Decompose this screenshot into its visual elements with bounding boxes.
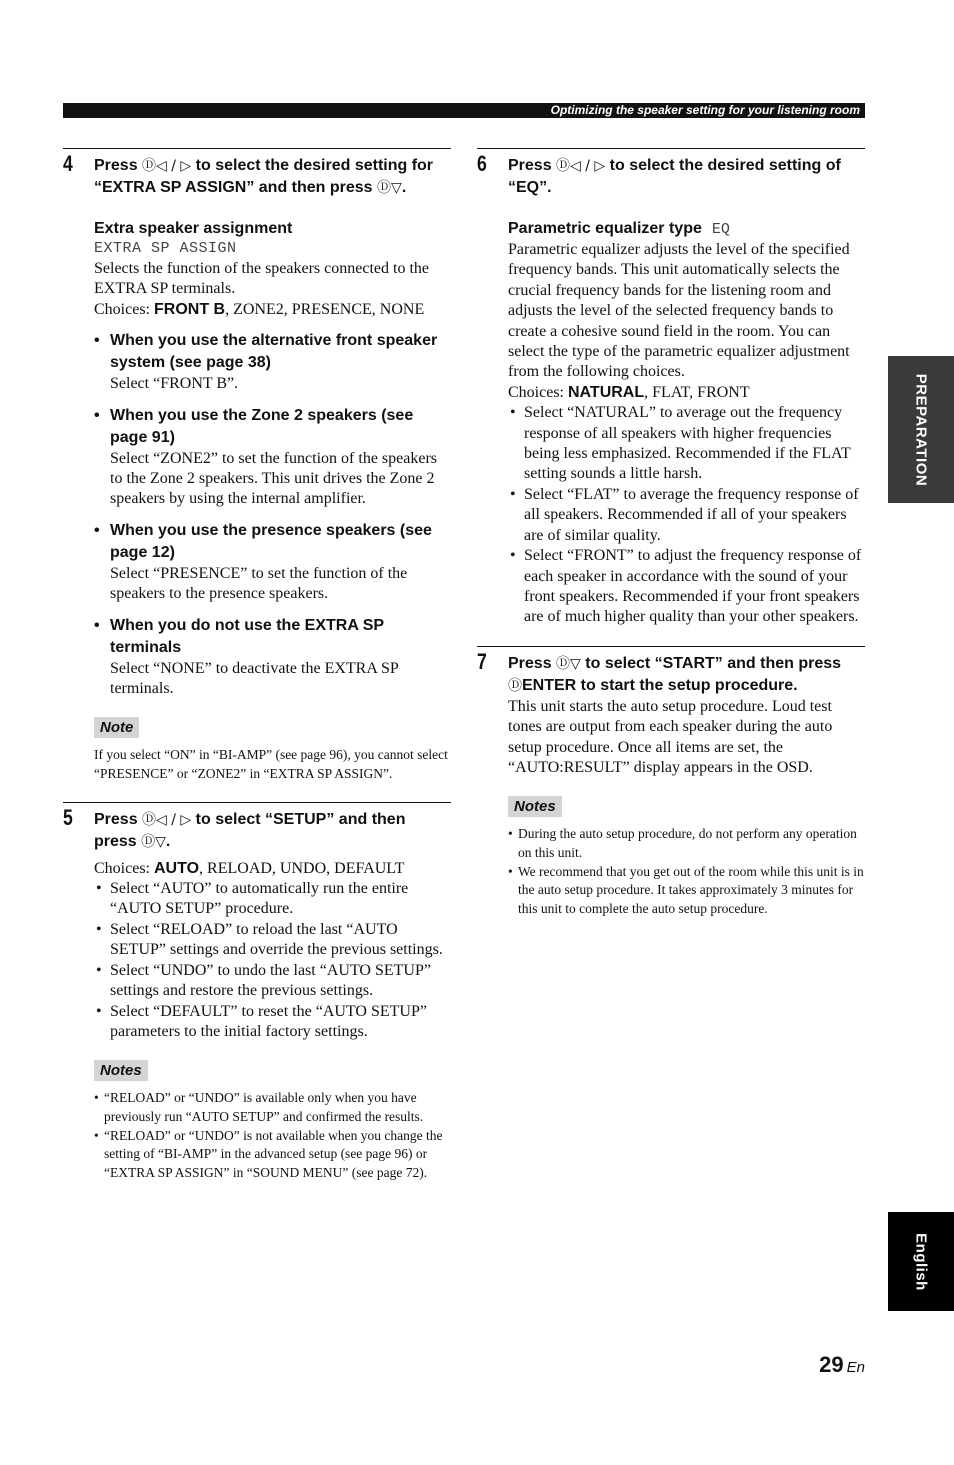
list-item: • Select “AUTO” to automatically run the entire “AUTO SETUP” procedure. — [94, 879, 451, 920]
d-button-icon: Ⓓ — [141, 833, 156, 850]
list-item: • Select “FRONT” to adjust the frequency response of each speaker in accordance with the sound of your front speakers. Recommended if your front speakers are of much higher quality than your other speakers. — [508, 546, 865, 628]
case-item: • When you use the presence speakers (see page 12) Select “PRESENCE” to set the function of the speakers to the presence speakers. — [94, 520, 451, 605]
left-right-arrows-icon: ◁ / ▷ — [156, 811, 192, 828]
d-button-icon: Ⓓ — [508, 677, 522, 694]
notes-list — [508, 825, 865, 918]
right-column — [477, 148, 865, 918]
down-arrow-icon: ▽ — [570, 655, 581, 672]
left-right-arrows-icon: ◁ / ▷ — [570, 158, 606, 174]
subhead: Parametric equalizer type EQ — [508, 220, 730, 238]
osd-label: EQ — [711, 221, 730, 238]
step-7 — [477, 646, 865, 919]
left-right-arrows-icon: ◁ / ▷ — [156, 158, 192, 174]
enter-button-label: ENTER — [522, 676, 577, 694]
step-number: 4 — [63, 151, 73, 176]
case-item: • When you use the alternative front speaker system (see page 38) Select “FRONT B”. — [94, 330, 451, 394]
list-item: • During the auto setup procedure, do not perform any operation on this unit. — [508, 825, 865, 862]
step-6 — [477, 148, 865, 628]
notes-label: Notes — [508, 796, 562, 817]
d-button-icon: Ⓓ — [556, 655, 571, 672]
step-title: Press Ⓓ◁ / ▷ to select the desired setting of “EQ”. — [508, 157, 841, 196]
section-tab-english: English — [888, 1212, 954, 1311]
header-title: Optimizing the speaker setting for your listening room — [550, 103, 860, 117]
notes-list — [94, 1089, 451, 1182]
description: This unit starts the auto setup procedure. Loud test tones are output from each speaker during the auto setup procedure. Once all items are set, the “AUTO:RESULT” display appears in the OSD. — [508, 697, 833, 776]
notes-label: Notes — [94, 1060, 148, 1081]
left-column — [63, 148, 451, 1182]
list-item: • Select “NATURAL” to average out the frequency response of all speakers with higher frequencies being less emphasized. Recommended if the FLAT setting sounds a little harsh. — [508, 403, 865, 485]
case-item: • When you do not use the EXTRA SP terminals Select “NONE” to deactivate the EXTRA SP terminals. — [94, 615, 451, 700]
list-item: • “RELOAD” or “UNDO” is available only when you have previously run “AUTO SETUP” and confirmed the results. — [94, 1089, 451, 1126]
header-bar — [63, 103, 865, 118]
step-4 — [63, 148, 451, 784]
bullet-list — [94, 879, 451, 1042]
d-button-icon: Ⓓ — [142, 811, 157, 828]
osd-label: EXTRA SP ASSIGN — [94, 240, 237, 257]
list-item: • Select “FLAT” to average the frequency response of all speakers. Recommended if all of your speakers are of similar quality. — [508, 485, 865, 546]
step-title: Press Ⓓ◁ / ▷ to select the desired setting for “EXTRA SP ASSIGN” and then press Ⓓ▽. — [94, 157, 434, 196]
step-5 — [63, 802, 451, 1183]
step-title: Press Ⓓ▽ to select “START” and then press ⒹENTER to start the setup procedure. — [508, 654, 842, 694]
down-arrow-icon: ▽ — [155, 833, 166, 850]
list-item: • Select “UNDO” to undo the last “AUTO SETUP” settings and restore the previous settings. — [94, 961, 451, 1002]
d-button-icon: Ⓓ — [556, 158, 571, 174]
down-arrow-icon: ▽ — [391, 180, 402, 196]
choices: Choices: AUTO, RELOAD, UNDO, DEFAULT — [94, 859, 405, 877]
list-item: • We recommend that you get out of the room while this unit is in the auto setup procedure. It takes approximately 3 minutes for this unit to complete the auto setup procedure. — [508, 863, 865, 919]
bullet-list — [508, 403, 865, 627]
d-button-icon: Ⓓ — [377, 180, 392, 196]
list-item: • Select “DEFAULT” to reset the “AUTO SETUP” parameters to the initial factory settings. — [94, 1002, 451, 1043]
d-button-icon: Ⓓ — [142, 158, 157, 174]
page-number: 29 En — [819, 1352, 865, 1377]
case-item: • When you use the Zone 2 speakers (see page 91) Select “ZONE2” to set the function of the speakers to the Zone 2 speakers. This unit drives the Zone 2 speakers by using the internal amplifier. — [94, 405, 451, 510]
list-item: • “RELOAD” or “UNDO” is not available when you change the setting of “BI-AMP” in the advanced setup (see page 96) or “EXTRA SP ASSIGN” in “SOUND MENU” (see page 72). — [94, 1127, 451, 1183]
note-label: Note — [94, 717, 139, 738]
description: Parametric equalizer adjusts the level of the specified frequency bands. This unit automatically selects the crucial frequency bands for the listening room and adjusts the level of the selected frequency bands to create a cohesive sound field in the room. You can select the type of the parametric equalizer adjustment from the following choices. — [508, 241, 850, 381]
list-item: • Select “RELOAD” to reload the last “AUTO SETUP” settings and override the previous settings. — [94, 920, 451, 961]
section-tab-preparation: PREPARATION — [888, 356, 954, 503]
note-text: If you select “ON” in “BI-AMP” (see page 96), you cannot select “PRESENCE” or “ZONE2” in “EXTRA SP ASSIGN”. — [94, 747, 448, 782]
choices: Choices: FRONT B, ZONE2, PRESENCE, NONE — [94, 300, 425, 318]
step-number: 7 — [477, 648, 487, 674]
description: Selects the function of the speakers connected to the EXTRA SP terminals. — [94, 260, 429, 298]
step-number: 5 — [63, 804, 73, 830]
step-title: Press Ⓓ◁ / ▷ to select “SETUP” and then press Ⓓ▽. — [94, 810, 406, 850]
step-number: 6 — [477, 151, 487, 176]
choices: Choices: NATURAL, FLAT, FRONT — [508, 383, 750, 401]
subhead: Extra speaker assignment — [94, 220, 293, 237]
